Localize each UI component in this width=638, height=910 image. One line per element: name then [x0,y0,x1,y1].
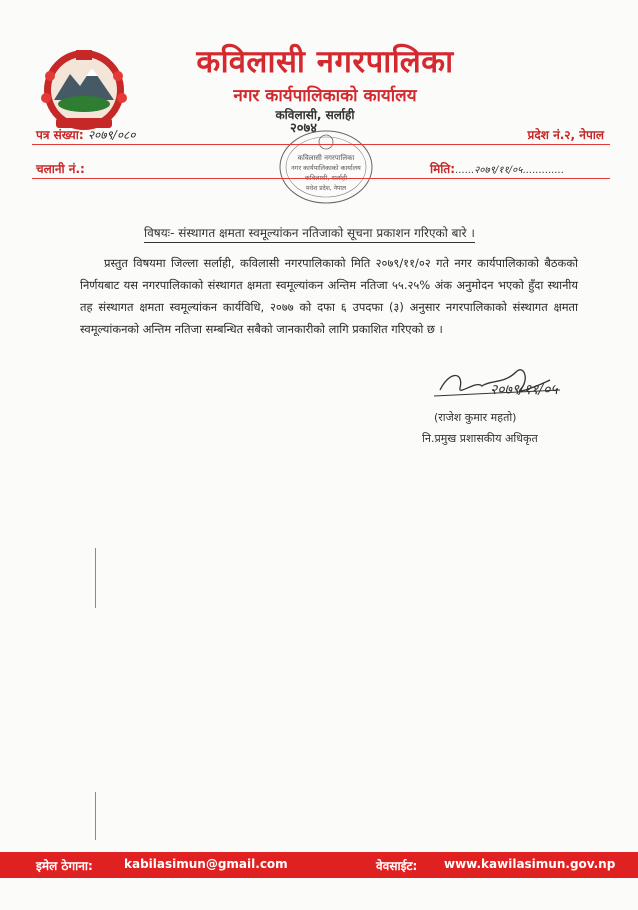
date-label: मिति: [430,162,456,176]
letter-number-label: पत्र संख्या: [36,128,84,142]
footer-website: www.kawilasimun.gov.np [444,857,616,871]
stamp-line-2: नगर कार्यपालिकाको कार्यालय [291,164,361,172]
subject-line: विषयः- संस्थागत क्षमता स्वमूल्यांकन नतिजाको सूचना प्रकाशन गरिएको बारे । [144,224,475,243]
stamp-line-4: मधेश प्रदेश, नेपाल [305,185,347,192]
dispatch-number [36,160,85,177]
nepal-emblem-logo [36,42,132,134]
office-stamp [276,128,376,206]
municipality-title: कविलासी नगरपालिका [196,44,454,80]
header-divider-bottom [32,178,610,179]
date-value: ......२०७९/११/०५............. [455,165,564,176]
header-divider-top [32,144,610,145]
province-label: प्रदेश नं.२, नेपाल [527,128,604,142]
signatory-name: (राजेश कुमार महतो) [434,411,517,424]
punch-mark-top [95,548,96,608]
stamp-line-1: कविलासी नगरपालिका [297,154,355,162]
letter-number-value: २०७९/०८० [87,128,136,142]
office-subtitle: नगर कार्यपालिकाको कार्यालय [233,86,417,106]
signature-date: २०७९/११/०५ [490,382,558,398]
establishment-year: २०७४ [290,121,318,136]
dispatch-number-label: चलानी नं.: [36,162,85,176]
signatory-title: नि.प्रमुख प्रशासकीय अधिकृत [422,432,538,445]
office-location: कविलासी, सर्लाही [275,108,355,122]
letter-date [430,160,564,177]
footer-email: kabilasimun@gmail.com [124,857,288,871]
notice-body-text: प्रस्तुत विषयमा जिल्ला सर्लाही, कविलासी नगरपालिकाको मिति २०७९/११/०२ गते नगर कार्यपालिकाको बैठकको निर्णयबाट यस नगरपालिकाको संस्थागत क्षमता स्वमूल्यांकन अन्तिम नतिजा ५५.२५% अंक अनुमोदन भएको हुँदा स्थानीय तह संस्थागत क्षमता स्वमूल्यांकन कार्यविधि, २०७७ को दफा ६ उपदफा (३) अनुसार नगरपालिकाको संस्थागत क्षमता स्वमूल्यांकनको अन्तिम नतिजा सम्बन्धित सबैको जानकारीको लागि प्रकाशित गरिएको छ । [80,256,578,336]
letter-number [36,126,136,143]
notice-body [80,252,578,340]
footer-website-label: वेवसाईट: [376,859,418,873]
punch-mark-bottom [95,792,96,840]
footer-email-label: इमेल ठेगाना: [36,859,93,873]
footer-bar [0,852,638,878]
stamp-line-3: कविलासी, सर्लाही [304,174,348,182]
handwritten-signature [420,350,590,406]
